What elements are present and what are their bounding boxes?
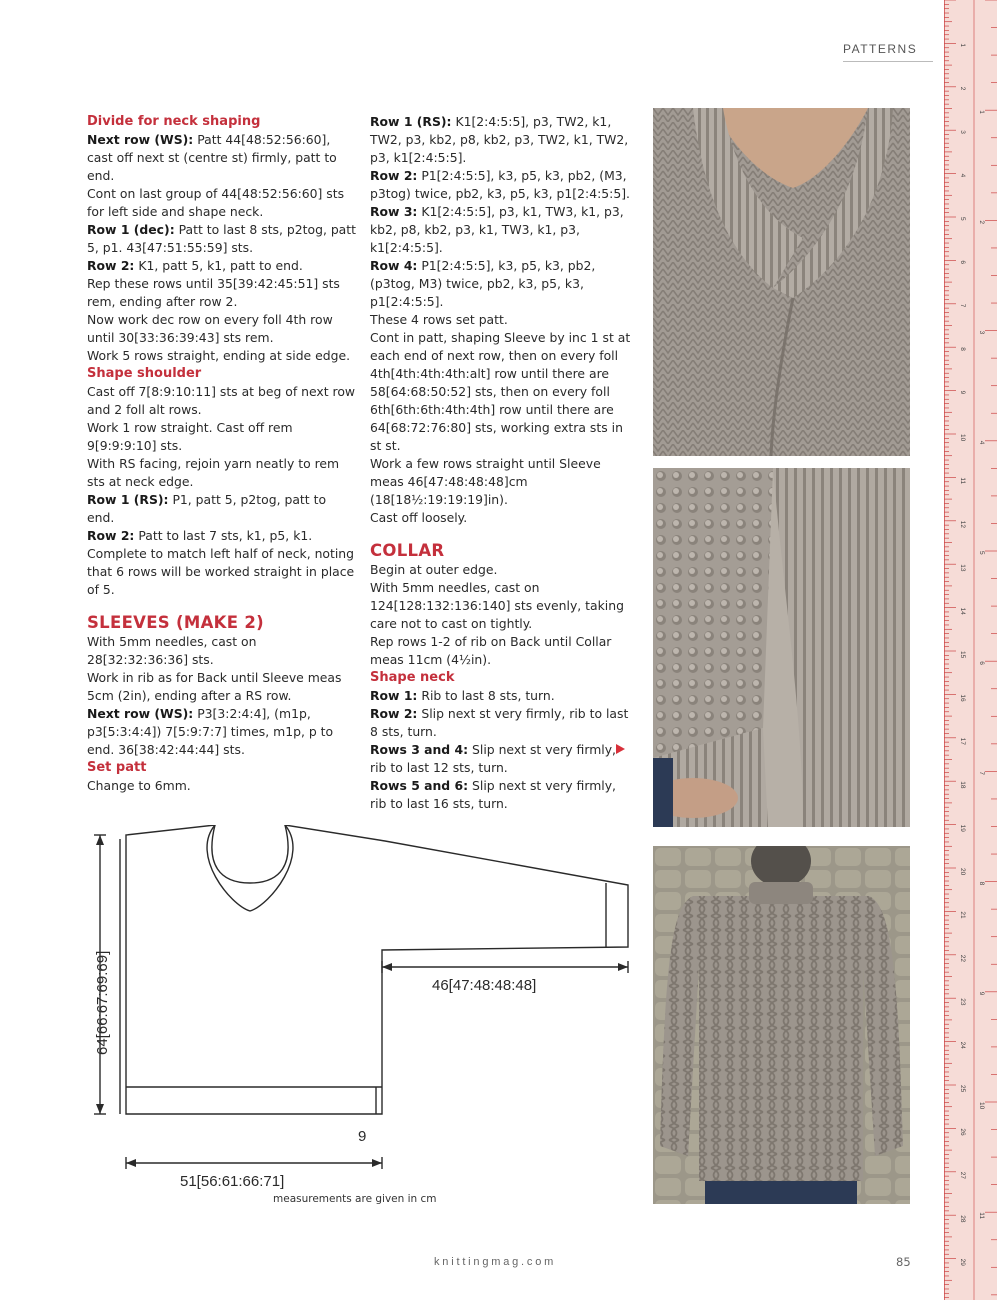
ruler-cm-label: 22: [959, 954, 966, 963]
row-label: Row 1 (dec):: [87, 222, 175, 237]
ruler-cm-label: 25: [959, 1085, 966, 1093]
ruler-cm-label: 23: [959, 998, 966, 1006]
rib-depth-label: 9: [358, 1128, 367, 1145]
row-text: K1[2:4:5:5], p3, TW2, k1, TW2, p3, kb2, p8, kb2, p3, TW2, k1, TW2, p3, k1[2:4:5:5].: [370, 114, 629, 165]
ruler-cm-label: 28: [959, 1215, 966, 1223]
photo-sleeve-detail: [653, 468, 910, 827]
header-rule: [843, 61, 933, 62]
instruction-row4: [370, 257, 632, 311]
diagram-caption: measurements are given in cm: [273, 1193, 437, 1205]
continue-arrow-icon: [616, 744, 625, 754]
ruler-cm-label: 16: [959, 694, 966, 702]
paragraph-complete: Complete to match left half of neck, noting that 6 rows will be worked straight in place of 5.: [87, 546, 355, 597]
ruler-cm-label: 8: [959, 347, 966, 351]
sleeve-length-label: 46[47:48:48:48]: [432, 977, 537, 994]
ruler-cm-label: 11: [959, 477, 966, 485]
row-label: Row 4:: [370, 258, 418, 273]
page-number: 85: [896, 1255, 911, 1269]
instruction-row2b: [87, 527, 357, 545]
ruler-cm-label: 14: [959, 607, 966, 615]
ruler: [944, 0, 997, 1300]
paragraph-rs-facing: With RS facing, rejoin yarn neatly to rem sts at neck edge.: [87, 456, 340, 489]
ruler-cm-label: 9: [959, 390, 966, 395]
heading-set-patt: Set patt: [87, 760, 147, 775]
paragraph-cont: Cont on last group of 44[48:52:56:60] sts for left side and shape neck.: [87, 186, 345, 219]
paragraph-work5: Work 5 rows straight, ending at side edge.: [87, 348, 351, 363]
heading-shape-neck: Shape neck: [370, 670, 455, 685]
paragraph-these4: These 4 rows set patt.: [370, 312, 508, 327]
ruler-inch-label: 3: [978, 330, 985, 335]
heading-divide-neck: Divide for neck shaping: [87, 114, 261, 129]
row-label: Rows 5 and 6:: [370, 778, 469, 793]
row-label: Row 2:: [87, 528, 135, 543]
ruler-cm-label: 4: [959, 173, 966, 178]
instruction-row2: [370, 167, 632, 203]
ruler-cm-label: 5: [959, 217, 966, 221]
ruler-cm-label: 29: [959, 1258, 966, 1266]
row-text: K1, patt 5, k1, patt to end.: [134, 258, 303, 273]
column-middle: [370, 113, 632, 813]
row-label: Rows 3 and 4:: [370, 742, 469, 757]
paragraph-work1: Work 1 row straight. Cast off rem 9[9:9:9:10] sts.: [87, 420, 293, 453]
row-text: Slip next st very firmly, rib to last 16 sts, turn.: [370, 778, 616, 811]
ruler-inch-label: 8: [978, 881, 985, 886]
instruction-rows5-6: [370, 777, 632, 813]
ruler-inch-label: 9: [978, 991, 985, 996]
ruler-cm-label: 27: [959, 1171, 966, 1180]
row-label: Row 2:: [87, 258, 135, 273]
paragraph-cast-on: With 5mm needles, cast on 28[32:32:36:36] sts.: [87, 634, 257, 667]
ruler-cm-label: 26: [959, 1128, 966, 1136]
row-text: K1[2:4:5:5], p3, k1, TW3, k1, p3, kb2, p8, kb2, p3, k1, TW3, k1, p3, k1[2:4:5:5].: [370, 204, 624, 255]
paragraph-work-few: Work a few rows straight until Sleeve meas 46[47:48:48:48]cm (18[18½:19:19:19]in).: [370, 456, 601, 507]
row-text: P1, patt 5, p2tog, patt to end.: [87, 492, 327, 525]
paragraph-rep-rows: Rep rows 1-2 of rib on Back until Collar meas 11cm (4½in).: [370, 634, 612, 667]
photo-back-view: [653, 846, 910, 1204]
paragraph-cast-off-loose: Cast off loosely.: [370, 510, 468, 525]
section-label: PATTERNS: [843, 42, 918, 56]
ruler-cm-label: 12: [959, 520, 966, 529]
ruler-cm-label: 13: [959, 564, 966, 572]
ruler-inch-label: 5: [978, 551, 985, 555]
ruler-cm-label: 20: [959, 868, 966, 876]
ruler-cm-label: 24: [959, 1041, 966, 1049]
row-text: P1[2:4:5:5], k3, p5, k3, pb2, (M3, p3tog) twice, pb2, k3, p5, k3, p1[2:4:5:5].: [370, 168, 630, 201]
ruler-cm-label: 3: [959, 130, 966, 134]
ruler-inch-label: 10: [978, 1102, 985, 1110]
heading-sleeves: SLEEVES (MAKE 2): [87, 613, 264, 632]
ruler-cm-label: 19: [959, 824, 966, 832]
ruler-cm-label: 6: [959, 260, 966, 265]
collar-outline: [207, 825, 293, 911]
ruler-inch-label: 2: [978, 220, 985, 225]
row-label: Row 1 (RS):: [370, 114, 452, 129]
paragraph-begin: Begin at outer edge.: [370, 562, 498, 577]
ruler-inch-label: 11: [978, 1212, 985, 1219]
photo-collar-closeup: [653, 108, 910, 456]
garment-schematic: [80, 825, 640, 1195]
instruction-row1-rs: [370, 113, 632, 167]
instruction-row1: [370, 687, 632, 705]
ruler-cm-label: 7: [959, 303, 966, 308]
instruction-row2: [370, 705, 632, 741]
ruler-cm-label: 17: [959, 737, 966, 746]
ruler-cm-label: 1: [959, 43, 966, 48]
paragraph-work-rib: Work in rib as for Back until Sleeve meas 5cm (2in), ending after a RS row.: [87, 670, 342, 703]
row-text: Patt to last 7 sts, k1, p5, k1.: [134, 528, 313, 543]
ruler-cm-label: 21: [959, 911, 966, 919]
row-label: Next row (WS):: [87, 132, 194, 147]
body-length-label: 64[66:67:69:69]: [94, 950, 111, 1055]
instruction-row1-rs: [87, 491, 357, 527]
ruler-inch-label: 1: [978, 110, 985, 114]
row-text: Patt to last 8 sts, p2tog, patt 5, p1. 43[47:51:55:59] sts.: [87, 222, 356, 255]
row-text: Rib to last 8 sts, turn.: [417, 688, 555, 703]
paragraph-change: Change to 6mm.: [87, 778, 191, 793]
body-outline: [126, 825, 628, 1114]
paragraph-rep: Rep these rows until 35[39:42:45:51] sts rem, ending after row 2.: [87, 276, 340, 309]
row-label: Row 2:: [370, 168, 418, 183]
ruler-cm-label: 10: [959, 434, 966, 442]
row-label: Row 3:: [370, 204, 418, 219]
row-text: Slip next st very firmly, rib to last 8 sts, turn.: [370, 706, 629, 739]
row-label: Row 2:: [370, 706, 418, 721]
row-label: Next row (WS):: [87, 706, 194, 721]
instruction-next-row-ws: [87, 705, 357, 759]
row-text: Slip next st very firmly, rib to last 12 sts, turn.: [370, 742, 616, 775]
row-label: Row 1 (RS):: [87, 492, 169, 507]
ruler-inch-label: 6: [978, 661, 985, 665]
row-label: Row 1:: [370, 688, 418, 703]
ruler-inch-label: 4: [978, 440, 985, 445]
column-left: [87, 113, 357, 795]
paragraph-now: Now work dec row on every foll 4th row until 30[33:36:39:43] sts rem.: [87, 312, 333, 345]
ruler-cm-label: 18: [959, 781, 966, 789]
paragraph-cast-on-collar: With 5mm needles, cast on 124[128:132:136:140] sts evenly, taking care not to cast on tightly.: [370, 580, 624, 631]
body-width-label: 51[56:61:66:71]: [180, 1173, 285, 1190]
ruler-cm-label: 15: [959, 651, 966, 659]
instruction-row3: [370, 203, 632, 257]
instruction-rows3-4: [370, 741, 632, 777]
row-text: Patt 44[48:52:56:60], cast off next st (centre st) firmly, patt to end.: [87, 132, 337, 183]
paragraph-cont-patt: Cont in patt, shaping Sleeve by inc 1 st at each end of next row, then on every foll 4th[4th:4th:4th:alt] row until there are 58[64:68:50:52] sts, then on every foll 6th[6th:6th:4th:4th] row until there are 64[68:72:76:80] sts, working extra sts in st st.: [370, 330, 631, 453]
instruction-next-row: [87, 131, 357, 185]
ruler-cm-label: 2: [959, 86, 966, 91]
instruction-row1-dec: [87, 221, 357, 257]
paragraph-castoff: Cast off 7[8:9:10:11] sts at beg of next row and 2 foll alt rows.: [87, 384, 356, 417]
row-text: P1[2:4:5:5], k3, p5, k3, pb2, (p3tog, M3) twice, pb2, k3, p5, k3, p1[2:4:5:5].: [370, 258, 596, 309]
heading-collar: COLLAR: [370, 541, 445, 560]
footer-website: knittingmag.com: [434, 1256, 557, 1268]
ruler-inch-label: 7: [978, 771, 985, 776]
row-text: P3[3:2:4:4], (m1p, p3[5:3:4:4]) 7[5:9:7:7] times, m1p, p to end. 36[38:42:44:44] sts.: [87, 706, 334, 757]
heading-shape-shoulder: Shape shoulder: [87, 366, 202, 381]
instruction-row2: [87, 257, 357, 275]
